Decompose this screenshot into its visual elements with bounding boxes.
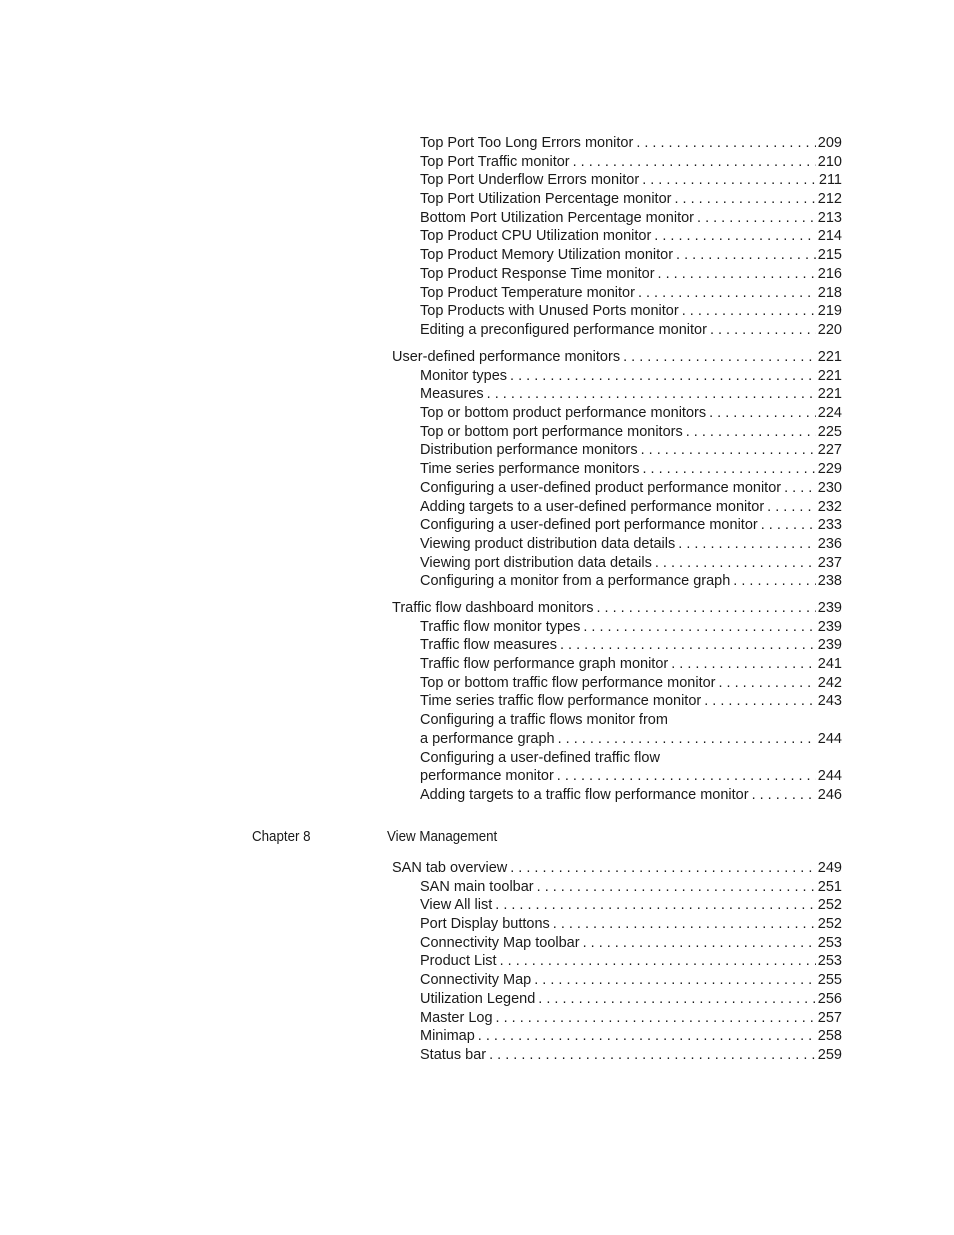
toc-page-number: 239 bbox=[817, 637, 842, 654]
toc-entry-label: View All list bbox=[420, 897, 493, 914]
toc-entry[interactable] bbox=[392, 554, 842, 573]
toc-leader-dots bbox=[496, 1009, 816, 1028]
toc-leader-dots bbox=[583, 934, 816, 953]
toc-entry-label: Distribution performance monitors bbox=[420, 442, 638, 459]
toc-entry-label: Top Port Too Long Errors monitor bbox=[420, 135, 634, 151]
toc-entry-label: Measures bbox=[420, 386, 484, 403]
toc-entry-label: SAN main toolbar bbox=[420, 878, 534, 895]
toc-entry[interactable] bbox=[392, 896, 842, 915]
toc-page-number: 244 bbox=[817, 730, 842, 747]
toc-entry-label: Top Products with Unused Ports monitor bbox=[420, 303, 679, 320]
toc-entry[interactable] bbox=[392, 990, 842, 1009]
toc-entry-label: Top Port Utilization Percentage monitor bbox=[420, 191, 672, 208]
toc-entry[interactable] bbox=[392, 971, 842, 990]
toc-page-number: 225 bbox=[817, 423, 842, 440]
toc-entry[interactable] bbox=[392, 730, 842, 749]
toc-leader-dots bbox=[573, 153, 816, 172]
toc-page-number: 258 bbox=[817, 1028, 842, 1045]
toc-page-number: 221 bbox=[817, 367, 842, 384]
toc-entry-label: Master Log bbox=[420, 1009, 493, 1026]
toc-leader-dots bbox=[553, 915, 816, 934]
toc-leader-dots bbox=[510, 367, 816, 386]
toc-entry[interactable] bbox=[392, 599, 842, 618]
toc-leader-dots bbox=[752, 786, 816, 805]
toc-entry-label: User-defined performance monitors bbox=[392, 349, 621, 365]
toc-page-number: 233 bbox=[817, 517, 842, 534]
toc-leader-dots bbox=[560, 636, 816, 655]
toc-entry-label: Configuring a user-defined traffic flow bbox=[420, 749, 660, 766]
toc-entry[interactable] bbox=[392, 404, 842, 423]
toc-entry-label: Connectivity Map bbox=[420, 972, 532, 989]
toc-entry[interactable] bbox=[392, 153, 842, 172]
toc-page-number: 252 bbox=[817, 897, 842, 914]
toc-entry-label: Viewing product distribution data details bbox=[420, 535, 676, 552]
toc-leader-dots bbox=[710, 321, 816, 340]
toc-leader-dots bbox=[489, 1046, 816, 1065]
chapter-title: View Management bbox=[387, 829, 498, 845]
toc-entry-label: a performance graph bbox=[420, 730, 555, 747]
toc-page-number: 229 bbox=[817, 461, 842, 478]
toc-entry-label: Minimap bbox=[420, 1028, 475, 1045]
toc-leader-dots bbox=[596, 599, 815, 618]
toc-leader-dots bbox=[510, 859, 816, 878]
toc-page-number: 239 bbox=[817, 618, 842, 635]
toc-section-view-management bbox=[392, 859, 842, 1065]
toc-page-number: 237 bbox=[817, 554, 842, 571]
toc-entry[interactable] bbox=[392, 674, 842, 693]
toc-entry[interactable] bbox=[392, 227, 842, 246]
toc-leader-dots bbox=[704, 692, 816, 711]
toc-entry-label: Configuring a traffic flows monitor from bbox=[420, 712, 668, 729]
toc-page-number: 236 bbox=[817, 535, 842, 552]
toc-entry[interactable] bbox=[392, 786, 842, 805]
toc-entry[interactable] bbox=[392, 367, 842, 386]
toc-leader-dots bbox=[767, 498, 816, 517]
toc-page-number: 230 bbox=[817, 479, 842, 496]
toc-leader-dots bbox=[733, 572, 816, 591]
toc-leader-dots bbox=[654, 227, 816, 246]
toc-page-number: 257 bbox=[817, 1009, 842, 1026]
toc-leader-dots bbox=[682, 302, 816, 321]
toc-page-number: 227 bbox=[817, 442, 842, 459]
toc-leader-dots bbox=[761, 516, 816, 535]
toc-page-number: 209 bbox=[817, 135, 842, 151]
toc-page-number: 232 bbox=[817, 498, 842, 515]
toc-entry[interactable] bbox=[392, 572, 842, 591]
toc-page-number: 214 bbox=[817, 228, 842, 245]
toc-entry[interactable] bbox=[392, 915, 842, 934]
toc-leader-dots bbox=[478, 1027, 816, 1046]
toc-entry[interactable] bbox=[392, 1046, 842, 1065]
toc-leader-dots bbox=[709, 404, 816, 423]
toc-page-number: 246 bbox=[817, 786, 842, 803]
toc-entry-label: Configuring a user-defined product performance monitor bbox=[420, 479, 782, 496]
toc-page-number: 218 bbox=[817, 284, 842, 301]
toc-entry[interactable] bbox=[392, 767, 842, 786]
toc-entry[interactable] bbox=[392, 302, 842, 321]
toc-page-number: 252 bbox=[817, 916, 842, 933]
toc-entry[interactable] bbox=[392, 498, 842, 517]
toc-page-number: 239 bbox=[817, 600, 842, 616]
toc-page-number: 220 bbox=[817, 321, 842, 338]
toc-entry[interactable] bbox=[392, 655, 842, 674]
toc-entry-label: Top or bottom port performance monitors bbox=[420, 423, 683, 440]
toc-leader-dots bbox=[719, 674, 816, 693]
toc-page-number: 256 bbox=[817, 990, 842, 1007]
toc-entry-label: Connectivity Map toolbar bbox=[420, 934, 580, 951]
toc-entry-label: SAN tab overview bbox=[392, 860, 508, 876]
toc-leader-dots bbox=[638, 284, 816, 303]
toc-entry-label: Top Product CPU Utilization monitor bbox=[420, 228, 652, 245]
toc-entry-label: Top Product Memory Utilization monitor bbox=[420, 247, 674, 264]
toc-leader-dots bbox=[678, 535, 816, 554]
toc-page-number: 221 bbox=[817, 386, 842, 403]
toc-entry-label: Top or bottom product performance monitors bbox=[420, 405, 707, 422]
toc-entry-label: Product List bbox=[420, 953, 497, 970]
toc-leader-dots bbox=[636, 134, 815, 153]
toc-page-number: 216 bbox=[817, 265, 842, 282]
toc-leader-dots bbox=[674, 190, 815, 209]
toc-page-number: 242 bbox=[817, 674, 842, 691]
toc-entry[interactable] bbox=[392, 692, 842, 711]
toc-entry-label: performance monitor bbox=[420, 768, 554, 785]
toc-entry-label: Port Display buttons bbox=[420, 916, 550, 933]
toc-entry[interactable] bbox=[392, 246, 842, 265]
toc-leader-dots bbox=[697, 209, 816, 228]
toc-entry-label: Editing a preconfigured performance monitor bbox=[420, 321, 707, 338]
toc-entry[interactable] bbox=[392, 479, 842, 498]
toc-leader-dots bbox=[676, 246, 816, 265]
toc-entry-label: Configuring a user-defined port performance monitor bbox=[420, 517, 758, 534]
toc-leader-dots bbox=[658, 265, 816, 284]
toc-entry[interactable] bbox=[392, 171, 842, 190]
toc-entry[interactable] bbox=[392, 460, 842, 479]
toc-entry-label: Traffic flow monitor types bbox=[420, 618, 581, 635]
toc-entry[interactable] bbox=[392, 516, 842, 535]
toc-leader-dots bbox=[557, 767, 816, 786]
toc-leader-dots bbox=[671, 655, 816, 674]
toc-entry[interactable] bbox=[392, 321, 842, 340]
toc-entry[interactable] bbox=[392, 618, 842, 637]
toc-page-number: 249 bbox=[817, 860, 842, 876]
toc-entry[interactable] bbox=[392, 348, 842, 367]
toc-leader-dots bbox=[641, 441, 816, 460]
toc-entry[interactable] bbox=[392, 265, 842, 284]
toc-page-number: 243 bbox=[817, 693, 842, 710]
toc-entry-label: Time series traffic flow performance monitor bbox=[420, 693, 702, 710]
toc-page-number: 253 bbox=[817, 934, 842, 951]
toc-leader-dots bbox=[537, 878, 816, 897]
toc-leader-dots bbox=[487, 385, 816, 404]
toc-entry-label: Traffic flow measures bbox=[420, 637, 557, 654]
toc-leader-dots bbox=[495, 896, 816, 915]
toc-leader-dots bbox=[784, 479, 816, 498]
toc-entry[interactable] bbox=[392, 209, 842, 228]
toc-entry-label: Configuring a monitor from a performance graph bbox=[420, 573, 731, 590]
toc-leader-dots bbox=[686, 423, 816, 442]
toc-leader-dots bbox=[534, 971, 816, 990]
toc-section-preconfigured-monitors bbox=[392, 134, 842, 340]
chapter-label: Chapter 8 bbox=[252, 829, 311, 845]
toc-page-number: 224 bbox=[817, 405, 842, 422]
toc-entry[interactable] bbox=[392, 934, 842, 953]
toc-leader-dots bbox=[642, 171, 817, 190]
toc-entry-label: Adding targets to a traffic flow performance monitor bbox=[420, 786, 749, 803]
toc-entry[interactable] bbox=[392, 1027, 842, 1046]
toc-page-number: 211 bbox=[818, 172, 842, 189]
toc-entry[interactable] bbox=[392, 952, 842, 971]
toc-entry-label: Adding targets to a user-defined performance monitor bbox=[420, 498, 765, 515]
toc-entry[interactable] bbox=[392, 711, 842, 730]
toc-entry-label: Monitor types bbox=[420, 367, 508, 384]
toc-entry-label: Top Port Underflow Errors monitor bbox=[420, 172, 640, 189]
toc-page-number: 251 bbox=[817, 878, 842, 895]
toc-entry[interactable] bbox=[392, 190, 842, 209]
toc-entry-label: Top or bottom traffic flow performance monitor bbox=[420, 674, 716, 691]
toc-entry[interactable] bbox=[392, 441, 842, 460]
toc-page-number: 253 bbox=[817, 953, 842, 970]
toc-page-number: 255 bbox=[817, 972, 842, 989]
toc-entry[interactable] bbox=[392, 423, 842, 442]
toc-leader-dots bbox=[655, 554, 816, 573]
toc-leader-dots bbox=[558, 730, 816, 749]
toc-page-number: 238 bbox=[817, 573, 842, 590]
toc-leader-dots bbox=[500, 952, 816, 971]
toc-page-number: 221 bbox=[817, 349, 842, 365]
toc-entry-label: Time series performance monitors bbox=[420, 461, 640, 478]
toc-page-number: 241 bbox=[817, 656, 842, 673]
toc-entry[interactable] bbox=[392, 385, 842, 404]
toc-entry-label: Traffic flow dashboard monitors bbox=[392, 600, 594, 616]
toc-entry[interactable] bbox=[392, 535, 842, 554]
toc-entry[interactable] bbox=[392, 859, 842, 878]
toc-leader-dots bbox=[623, 348, 816, 367]
toc-entry-label: Top Product Response Time monitor bbox=[420, 265, 655, 282]
toc-entry[interactable] bbox=[392, 284, 842, 303]
toc-page-number: 219 bbox=[817, 303, 842, 320]
toc-entry-label: Utilization Legend bbox=[420, 990, 536, 1007]
toc-page-number: 210 bbox=[817, 153, 842, 170]
toc-entry-label: Viewing port distribution data details bbox=[420, 554, 652, 571]
toc-leader-dots bbox=[642, 460, 815, 479]
toc-entry[interactable] bbox=[392, 749, 842, 768]
toc-entry[interactable] bbox=[392, 1009, 842, 1028]
toc-entry-label: Traffic flow performance graph monitor bbox=[420, 656, 669, 673]
toc-page-number: 259 bbox=[817, 1046, 842, 1063]
toc-entry[interactable] bbox=[392, 878, 842, 897]
toc-leader-dots bbox=[583, 618, 815, 637]
toc-section-traffic-flow-monitors bbox=[392, 599, 842, 805]
toc-page-number: 213 bbox=[817, 209, 842, 226]
toc-leader-dots bbox=[538, 990, 816, 1009]
toc-page-number: 212 bbox=[817, 191, 842, 208]
toc-entry-label: Top Product Temperature monitor bbox=[420, 284, 635, 301]
toc-page-number: 244 bbox=[817, 768, 842, 785]
toc-entry-label: Status bar bbox=[420, 1046, 487, 1063]
toc-page-number: 215 bbox=[817, 247, 842, 264]
toc-entry-label: Top Port Traffic monitor bbox=[420, 153, 570, 170]
toc-entry[interactable] bbox=[392, 636, 842, 655]
toc-section-user-defined-monitors bbox=[392, 348, 842, 591]
toc-entry[interactable] bbox=[392, 134, 842, 153]
toc-entry-label: Bottom Port Utilization Percentage monitor bbox=[420, 209, 695, 226]
